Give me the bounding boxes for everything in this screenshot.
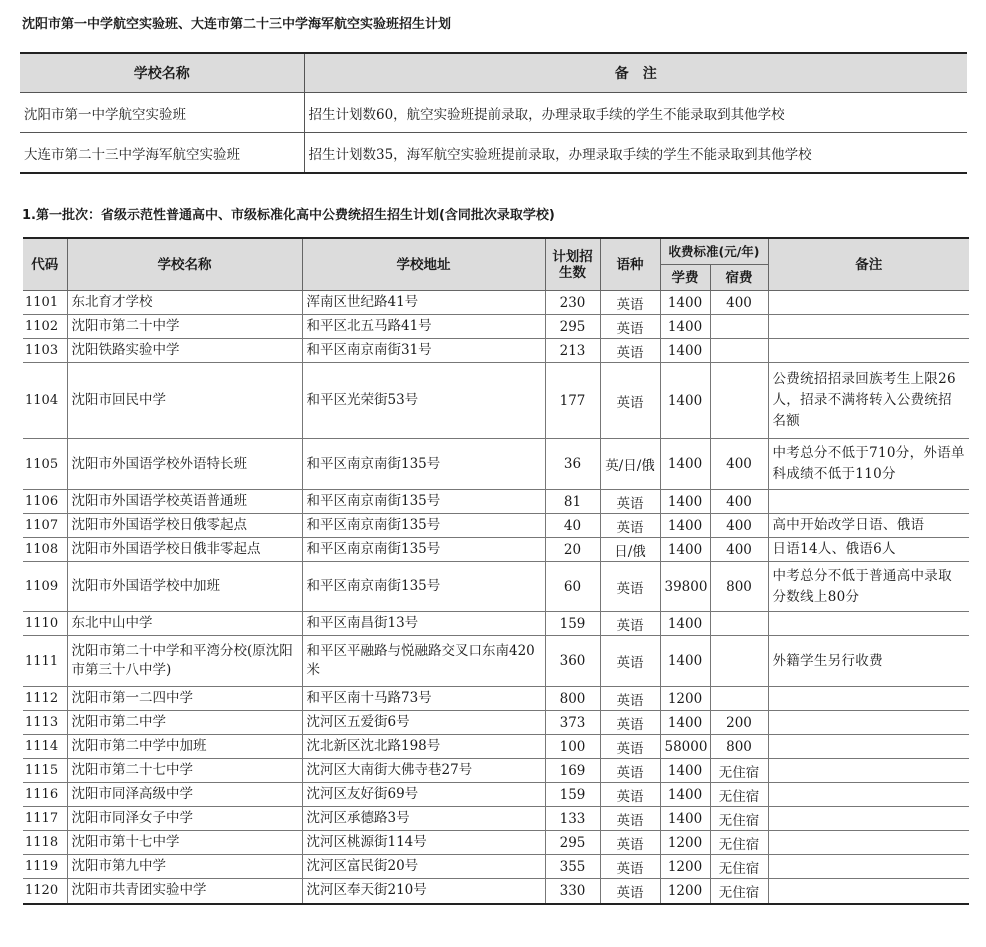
note-cell — [768, 315, 969, 339]
code-cell: 1112 — [23, 687, 67, 711]
code-cell: 1115 — [23, 759, 67, 783]
tuition-cell: 1400 — [660, 783, 710, 807]
language-cell: 日/俄 — [600, 538, 660, 562]
language-cell: 英语 — [600, 783, 660, 807]
quota-cell: 159 — [545, 612, 600, 636]
address-cell: 浑南区世纪路41号 — [302, 291, 545, 315]
school-name-cell: 东北育才学校 — [67, 291, 302, 315]
tuition-cell: 1400 — [660, 490, 710, 514]
note-cell: 高中开始改学日语、俄语 — [768, 514, 969, 538]
language-cell: 英语 — [600, 879, 660, 904]
code-cell: 1103 — [23, 339, 67, 363]
quota-cell: 177 — [545, 363, 600, 439]
quota-cell: 800 — [545, 687, 600, 711]
note-cell — [768, 711, 969, 735]
dorm-cell: 200 — [710, 711, 768, 735]
quota-cell: 36 — [545, 439, 600, 490]
quota-cell: 213 — [545, 339, 600, 363]
school-name-cell: 沈阳市共青团实验中学 — [67, 879, 302, 904]
school-name-cell: 沈阳市第二十七中学 — [67, 759, 302, 783]
header-code: 代码 — [23, 238, 67, 291]
table-row — [23, 855, 969, 879]
table-row — [23, 636, 969, 687]
address-cell: 和平区南京南街135号 — [302, 490, 545, 514]
language-cell: 英/日/俄 — [600, 439, 660, 490]
table-header-row — [20, 53, 967, 93]
language-cell: 英语 — [600, 339, 660, 363]
school-name-cell: 沈阳市同泽高级中学 — [67, 783, 302, 807]
note-cell: 招生计划数35，海军航空实验班提前录取，办理录取手续的学生不能录取到其他学校 — [304, 133, 967, 174]
address-cell: 和平区北五马路41号 — [302, 315, 545, 339]
dorm-cell: 无住宿 — [710, 831, 768, 855]
dorm-cell — [710, 636, 768, 687]
tuition-cell: 1400 — [660, 759, 710, 783]
header-school-name: 学校名称 — [20, 53, 304, 93]
table-row — [23, 807, 969, 831]
table-row — [23, 363, 969, 439]
table-row — [23, 831, 969, 855]
header-quota: 计划招生数 — [545, 238, 600, 291]
note-cell — [768, 735, 969, 759]
tuition-cell: 1400 — [660, 538, 710, 562]
tuition-cell: 1400 — [660, 315, 710, 339]
code-cell: 1105 — [23, 439, 67, 490]
tuition-cell: 1400 — [660, 514, 710, 538]
code-cell: 1101 — [23, 291, 67, 315]
dorm-cell: 400 — [710, 538, 768, 562]
dorm-cell: 无住宿 — [710, 879, 768, 904]
dorm-cell: 400 — [710, 490, 768, 514]
address-cell: 和平区南京南街135号 — [302, 562, 545, 612]
school-name-cell: 沈阳市第二中学中加班 — [67, 735, 302, 759]
code-cell: 1110 — [23, 612, 67, 636]
dorm-cell: 无住宿 — [710, 783, 768, 807]
tuition-cell: 1200 — [660, 879, 710, 904]
code-cell: 1104 — [23, 363, 67, 439]
language-cell: 英语 — [600, 759, 660, 783]
dorm-cell: 400 — [710, 439, 768, 490]
language-cell: 英语 — [600, 291, 660, 315]
school-name-cell: 沈阳市外国语学校英语普通班 — [67, 490, 302, 514]
note-cell: 招生计划数60，航空实验班提前录取，办理录取手续的学生不能录取到其他学校 — [308, 106, 785, 123]
table-row — [23, 490, 969, 514]
dorm-cell: 无住宿 — [710, 759, 768, 783]
code-cell: 1111 — [23, 636, 67, 687]
table-row — [23, 759, 969, 783]
tuition-cell: 1400 — [660, 636, 710, 687]
quota-cell: 230 — [545, 291, 600, 315]
address-cell: 和平区光荣街53号 — [302, 363, 545, 439]
note-cell — [768, 831, 969, 855]
table-row — [23, 439, 969, 490]
language-cell: 英语 — [600, 490, 660, 514]
table-row — [23, 315, 969, 339]
code-cell: 1116 — [23, 783, 67, 807]
tuition-cell: 1200 — [660, 855, 710, 879]
tuition-cell: 1200 — [660, 831, 710, 855]
school-name-cell: 沈阳市第一中学航空实验班 — [20, 93, 304, 133]
tuition-cell: 1400 — [660, 612, 710, 636]
address-cell: 沈河区友好街69号 — [302, 783, 545, 807]
school-name-cell: 沈阳市回民中学 — [67, 363, 302, 439]
note-cell — [768, 339, 969, 363]
code-cell: 1114 — [23, 735, 67, 759]
dorm-cell — [710, 363, 768, 439]
language-cell: 英语 — [600, 612, 660, 636]
address-cell: 沈河区富民街20号 — [302, 855, 545, 879]
note-cell: 外籍学生另行收费 — [768, 636, 969, 687]
code-cell: 1113 — [23, 711, 67, 735]
note-cell — [768, 759, 969, 783]
school-name-cell: 沈阳市外国语学校外语特长班 — [67, 439, 302, 490]
quota-cell: 60 — [545, 562, 600, 612]
tuition-cell: 58000 — [660, 735, 710, 759]
code-cell: 1102 — [23, 315, 67, 339]
language-cell: 英语 — [600, 562, 660, 612]
language-cell: 英语 — [600, 363, 660, 439]
language-cell: 英语 — [600, 687, 660, 711]
address-cell: 沈河区桃源街114号 — [302, 831, 545, 855]
header-school-name: 学校名称 — [67, 238, 302, 291]
table-row — [23, 735, 969, 759]
school-name-cell: 沈阳铁路实验中学 — [67, 339, 302, 363]
school-name-cell: 沈阳市外国语学校中加班 — [67, 562, 302, 612]
table-row — [20, 133, 967, 174]
dorm-cell: 400 — [710, 514, 768, 538]
address-cell: 和平区南京南街135号 — [302, 538, 545, 562]
code-cell: 1107 — [23, 514, 67, 538]
quota-cell: 40 — [545, 514, 600, 538]
code-cell: 1117 — [23, 807, 67, 831]
quota-cell: 355 — [545, 855, 600, 879]
quota-cell: 169 — [545, 759, 600, 783]
note-cell — [768, 807, 969, 831]
tuition-cell: 1400 — [660, 807, 710, 831]
language-cell: 英语 — [600, 855, 660, 879]
dorm-cell: 无住宿 — [710, 807, 768, 831]
table-row — [23, 291, 969, 315]
school-name-cell: 沈阳市外国语学校日俄零起点 — [67, 514, 302, 538]
tuition-cell: 1400 — [660, 339, 710, 363]
language-cell: 英语 — [600, 315, 660, 339]
quota-cell: 100 — [545, 735, 600, 759]
dorm-cell: 无住宿 — [710, 855, 768, 879]
dorm-cell — [710, 315, 768, 339]
quota-cell: 330 — [545, 879, 600, 904]
table-header-row — [23, 238, 969, 265]
header-note: 备 注 — [304, 53, 967, 93]
note-cell — [768, 855, 969, 879]
note-cell: 中考总分不低于710分，外语单科成绩不低于110分 — [768, 439, 969, 490]
code-cell: 1118 — [23, 831, 67, 855]
code-cell: 1119 — [23, 855, 67, 879]
address-cell: 沈河区大南街大佛寺巷27号 — [302, 759, 545, 783]
school-name-cell: 大连市第二十三中学海军航空实验班 — [20, 133, 304, 174]
address-cell: 和平区南京南街135号 — [302, 439, 545, 490]
header-dorm: 宿费 — [710, 265, 768, 291]
address-cell: 沈河区承德路3号 — [302, 807, 545, 831]
school-name-cell: 沈阳市同泽女子中学 — [67, 807, 302, 831]
tuition-cell: 1400 — [660, 439, 710, 490]
table-row — [23, 339, 969, 363]
header-language: 语种 — [600, 238, 660, 291]
school-name-cell: 沈阳市第二十中学 — [67, 315, 302, 339]
school-name-cell: 沈阳市外国语学校日俄非零起点 — [67, 538, 302, 562]
language-cell: 英语 — [600, 807, 660, 831]
note-cell: 中考总分不低于普通高中录取分数线上80分 — [768, 562, 969, 612]
school-name-cell: 东北中山中学 — [67, 612, 302, 636]
address-cell: 和平区南十马路73号 — [302, 687, 545, 711]
batch1-plan-table — [23, 237, 969, 905]
batch1-table-title: 1.第一批次：省级示范性普通高中、市级标准化高中公费统招生招生计划(含同批次录取学校) — [22, 208, 555, 223]
quota-cell: 81 — [545, 490, 600, 514]
note-cell — [768, 291, 969, 315]
dorm-cell — [710, 687, 768, 711]
code-cell: 1108 — [23, 538, 67, 562]
tuition-cell: 1400 — [660, 711, 710, 735]
header-note: 备注 — [768, 238, 969, 291]
aviation-plan-table — [20, 52, 967, 174]
dorm-cell — [710, 339, 768, 363]
address-cell: 沈河区五爱街6号 — [302, 711, 545, 735]
table-row — [23, 783, 969, 807]
school-name-cell: 沈阳市第一二四中学 — [67, 687, 302, 711]
note-cell — [768, 490, 969, 514]
dorm-cell: 800 — [710, 562, 768, 612]
school-name-cell: 沈阳市第十七中学 — [67, 831, 302, 855]
address-cell: 和平区南京南街31号 — [302, 339, 545, 363]
table-row — [23, 514, 969, 538]
tuition-cell: 1200 — [660, 687, 710, 711]
table-row — [23, 687, 969, 711]
quota-cell: 20 — [545, 538, 600, 562]
address-cell: 沈北新区沈北路198号 — [302, 735, 545, 759]
header-tuition: 学费 — [660, 265, 710, 291]
language-cell: 英语 — [600, 636, 660, 687]
aviation-table-title: 沈阳市第一中学航空实验班、大连市第二十三中学海军航空实验班招生计划 — [22, 17, 452, 32]
note-cell — [768, 687, 969, 711]
code-cell: 1109 — [23, 562, 67, 612]
quota-cell: 360 — [545, 636, 600, 687]
table-row — [20, 93, 967, 133]
code-cell: 1120 — [23, 879, 67, 904]
header-address: 学校地址 — [302, 238, 545, 291]
note-cell: 日语14人、俄语6人 — [768, 538, 969, 562]
address-cell: 和平区南京南街135号 — [302, 514, 545, 538]
dorm-cell — [710, 612, 768, 636]
tuition-cell: 1400 — [660, 291, 710, 315]
quota-cell: 133 — [545, 807, 600, 831]
dorm-cell: 400 — [710, 291, 768, 315]
dorm-cell: 800 — [710, 735, 768, 759]
note-cell — [768, 879, 969, 904]
code-cell: 1106 — [23, 490, 67, 514]
address-cell: 沈河区奉天街210号 — [302, 879, 545, 904]
quota-cell: 295 — [545, 315, 600, 339]
tuition-cell: 39800 — [660, 562, 710, 612]
language-cell: 英语 — [600, 831, 660, 855]
school-name-cell: 沈阳市第二中学 — [67, 711, 302, 735]
note-cell — [768, 783, 969, 807]
quota-cell: 373 — [545, 711, 600, 735]
table-row — [23, 612, 969, 636]
table-row — [23, 538, 969, 562]
language-cell: 英语 — [600, 514, 660, 538]
header-fee: 收费标准(元/年) — [660, 238, 768, 265]
table-row — [23, 879, 969, 904]
school-name-cell: 沈阳市第九中学 — [67, 855, 302, 879]
table-row — [23, 711, 969, 735]
quota-cell: 159 — [545, 783, 600, 807]
note-cell: 公费统招招录回族考生上限26人，招录不满将转入公费统招名额 — [768, 363, 969, 439]
table-row — [23, 562, 969, 612]
school-name-cell: 沈阳市第二十中学和平湾分校(原沈阳市第三十八中学) — [67, 636, 302, 687]
note-cell — [768, 612, 969, 636]
quota-cell: 295 — [545, 831, 600, 855]
address-cell: 和平区平融路与悦融路交叉口东南420米 — [302, 636, 545, 687]
language-cell: 英语 — [600, 735, 660, 759]
language-cell: 英语 — [600, 711, 660, 735]
address-cell: 和平区南昌街13号 — [302, 612, 545, 636]
tuition-cell: 1400 — [660, 363, 710, 439]
